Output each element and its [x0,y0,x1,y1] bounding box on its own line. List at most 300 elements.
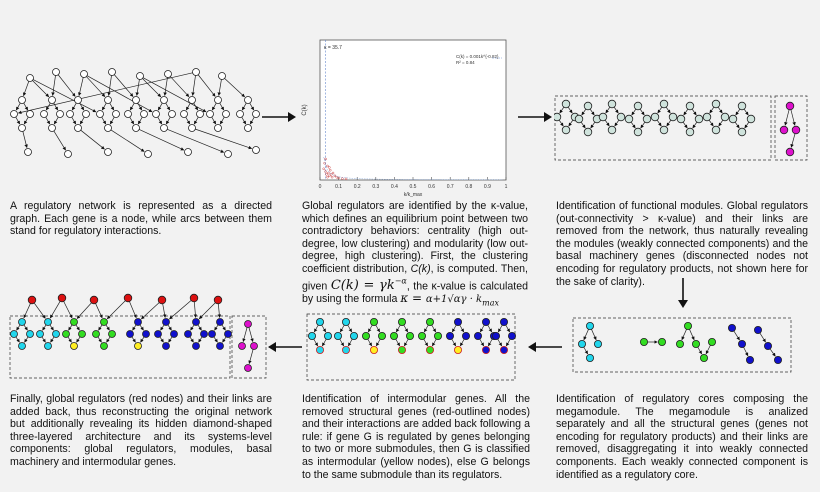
gene-node [362,332,369,339]
edge [632,109,636,115]
edge [506,339,510,346]
edge [80,103,84,110]
gene-node [19,97,26,104]
edge [24,103,28,110]
gene-node [378,332,385,339]
edge [658,107,662,113]
gene-node [135,319,142,326]
caption-text: , is computed. Then, given [302,262,528,292]
edge [163,303,166,317]
edge [582,109,586,115]
gene-node [634,128,642,136]
edge [72,117,76,124]
gene-node [163,343,170,350]
gene-node [19,343,26,350]
gene-node [207,111,214,118]
gene-node [253,111,260,118]
kappa-label: κ = 35.7 [324,45,342,51]
gene-node [586,354,593,361]
gene-node [90,296,98,304]
edge [16,103,20,110]
edge [615,120,619,126]
gene-node [75,125,82,132]
edge [242,117,246,124]
gene-node [25,149,32,156]
gene-node [190,294,198,302]
gene-node [692,340,699,347]
edge [584,347,588,354]
gene-node [578,340,585,347]
gene-node [165,71,172,78]
edge [46,117,50,124]
edge [195,129,251,148]
edge [219,79,222,95]
edge [744,347,748,356]
gene-node [225,331,232,338]
edge [81,130,105,149]
gene-node [49,125,56,132]
edge [657,120,661,126]
edge [102,103,106,110]
x-tick-label: 0.4 [390,184,398,190]
edge [222,337,226,342]
edge [605,120,609,126]
edge [158,117,162,124]
edge [132,325,136,330]
gene-node [133,97,140,104]
gene-node [71,343,78,350]
edge [225,78,245,97]
edge [735,122,739,128]
gene-node [145,151,152,158]
edge [314,339,318,346]
edge [138,103,142,110]
edge [569,120,573,126]
edge [42,337,46,342]
gene-node [53,331,60,338]
gene-node [500,318,507,325]
gene-node [109,69,116,76]
edge [214,325,218,330]
edge [220,117,224,124]
edge [368,339,372,346]
x-tick-label: 0.5 [409,184,417,190]
edge [72,103,76,110]
edge [50,325,54,330]
edge [142,78,160,96]
edge [132,337,136,342]
gene-node [197,111,204,118]
x-tick-label: 0.7 [446,184,454,190]
gene-node [350,332,357,339]
gene-node [584,128,592,136]
caption-regulatory-cores: Identification of regulatory cores composing the megamodule. The megamodule is analized separately and all the structural genes (genes not encoding for regulatory products) and their links are removed, disaggregating it into weakly connected components. Each weakly connected component is identified as a regulatory core. [556,393,808,481]
gene-node [153,111,160,118]
gene-node [586,322,593,329]
edge [168,337,172,342]
edge [640,109,644,115]
edge [138,117,142,124]
edge [606,107,610,113]
edge [693,122,697,128]
gene-node [669,113,677,121]
edge [744,109,748,115]
gene-node [181,111,188,118]
functional-modules-diagram [554,94,810,164]
x-tick-label: 0.6 [428,184,436,190]
edge [249,327,253,341]
gene-node [19,319,26,326]
edge [614,107,618,113]
caption-text: , the κ-value is calculated by using the formula [302,279,528,306]
plot-area [320,40,506,180]
gene-node [105,125,112,132]
edge [106,337,110,342]
edge [68,337,72,342]
gene-node [27,111,34,118]
gene-node [193,343,200,350]
edge [734,331,740,340]
gene-node [454,346,461,353]
fit-label: C(k) = 0.001k^{-0.82} [456,54,499,59]
gene-node [492,332,499,339]
gene-node [712,126,720,134]
clustering-coefficient-plot [296,30,518,198]
arrow-right-1 [262,110,296,124]
x-tick-label: 0.3 [372,184,380,190]
edge [186,117,190,124]
gene-node [316,346,323,353]
edge [110,117,114,124]
edge [322,339,326,346]
edge [488,339,492,346]
gene-node [324,332,331,339]
formula-power-law: $C(k) = \gamma k^{-\alpha}$ [330,276,407,293]
gene-node [738,102,746,110]
edge [167,129,224,152]
edge [198,75,215,97]
gene-node [640,338,647,345]
gene-node [426,318,433,325]
edge [24,325,28,330]
edge [250,103,254,110]
edge [32,80,48,96]
gene-node [158,296,166,304]
edge [24,337,28,342]
gene-node [49,97,56,104]
x-tick-label: 0.9 [483,184,491,190]
edge [641,122,645,128]
gene-node [643,115,651,123]
gene-node [398,346,405,353]
caption-regulatory-network: A regulatory network is represented as a directed graph. Each gene is a node, while arcs between them stand for regulatory interactions. [10,200,272,238]
edge [666,107,670,113]
intermodular-genes-diagram [306,312,518,384]
gene-node [562,100,570,108]
gene-node [721,113,729,121]
edge [249,349,253,363]
gene-node [169,111,176,118]
gene-node [462,332,469,339]
edge [770,349,775,356]
gene-node [474,332,481,339]
edge [166,103,170,110]
edge [581,122,585,128]
gene-node [500,346,507,353]
caption-text: Global regulators are identified by the κ-value, which defines an equilibrium point between two contradictory behaviors: centrality (high out-degree, low clustering) and modularity (low out-degree, high clustering). First, the clustering coefficient distribution, [302,200,528,275]
gene-node [155,331,162,338]
gene-node [45,319,52,326]
y-axis-label: C(k) [302,104,308,116]
edge [498,325,502,332]
gene-node [686,128,694,136]
gene-node [135,343,142,350]
edge [16,337,20,342]
gene-node [418,332,425,339]
x-tick-label: 0.8 [465,184,473,190]
edge [58,75,75,97]
edge [168,325,172,330]
gene-node [225,151,232,158]
gene-node [764,342,771,349]
edge [76,325,80,330]
gene-node [342,346,349,353]
edge [64,301,72,318]
edge [322,325,326,332]
gene-node [308,332,315,339]
gene-node [634,102,642,110]
edge [160,337,164,342]
x-tick-label: 0 [318,184,322,190]
edge [692,109,696,115]
edge [584,329,589,340]
original-network-diagram [8,60,270,170]
edge [396,325,400,332]
gene-node [508,332,515,339]
gene-node [334,332,341,339]
gene-node [105,97,112,104]
edge [102,117,106,124]
edge [68,325,72,330]
edge [98,325,102,330]
edge [16,117,20,124]
gene-node [786,148,794,156]
edge [689,329,694,340]
gene-node [245,125,252,132]
gene-node [446,332,453,339]
arrow-left-1 [268,340,302,354]
gene-node [390,332,397,339]
r2-label: R² = 0.84 [456,60,475,65]
edge [404,339,408,346]
gene-node [63,331,70,338]
gene-node [125,111,132,118]
gene-node [217,343,224,350]
edge [141,302,159,319]
gene-node [370,318,377,325]
gene-node [101,319,108,326]
gene-node [19,125,26,132]
gene-node [215,97,222,104]
gene-node [584,102,592,110]
gene-node [700,354,707,361]
gene-node [482,318,489,325]
caption-final-network: Finally, global regulators (red nodes) and their links are added back, thus reconstructing the original network but additionally revealing its hidden diamond-shaped three-layered architecture and its systems-level components: global regulators, modules, basal machinery and intermodular genes. [10,393,272,468]
gene-node [124,294,132,302]
gene-node [219,73,226,80]
caption-intermodular-genes: Identification of intermodular genes. All the removed structural genes (red-outlined nodes) and their interactions are added back following a rule: if gene G is regulated by genes belonging to two or more submodules, then G is classified as intermodular (yellow nodes), else G belongs to the same submodule than its regulators. [302,393,530,481]
edge [480,325,484,332]
gene-node [695,115,703,123]
ck-term: C(k) [410,262,431,275]
gene-node [625,115,633,123]
gene-node [651,113,659,121]
edge [194,103,198,110]
gene-node [189,97,196,104]
gene-node [434,332,441,339]
gene-node [729,115,737,123]
gene-node [562,126,570,134]
edge [110,103,114,110]
edge [24,81,29,95]
gene-node [127,331,134,338]
gene-node [27,331,34,338]
gene-node [482,346,489,353]
x-axis-label: k/k_max [403,192,423,198]
arrow-right-2 [518,110,552,124]
edge [376,339,380,346]
gene-node [161,125,168,132]
edge [348,339,352,346]
edge [199,302,215,318]
gene-node [426,346,433,353]
gene-node [83,111,90,118]
edge [77,303,92,319]
edge [79,77,83,95]
edge [340,339,344,346]
edge [424,325,428,332]
gene-node [686,102,694,110]
edge [190,337,194,342]
caption-functional-modules: Identification of functional modules. Global regulators (out-connectivity > κ-value) and their links are removed from the network, thus naturally revealing the modules (weakly connected components) and the basal machinery genes (disconnected nodes not encoding for regulatory products, not shown here for the sake of clarity). [556,200,808,288]
gene-node [71,319,78,326]
edge [218,303,219,317]
edge [243,327,247,341]
edge [667,120,671,126]
edge [242,103,246,110]
gene-node [101,343,108,350]
edge [760,333,766,342]
gene-node [245,321,252,328]
edge [506,325,510,332]
gene-node [594,340,601,347]
edge [76,337,80,342]
edge [498,339,502,346]
gene-node [658,338,665,345]
edge [106,325,110,330]
gene-node [201,331,208,338]
gene-node [189,125,196,132]
gene-node [239,343,246,350]
gene-node [171,331,178,338]
gene-node [780,126,788,134]
edge [220,103,224,110]
gene-node [79,331,86,338]
gene-node [370,346,377,353]
gene-node [214,296,222,304]
edge [140,325,144,330]
edge [222,325,226,330]
gene-node [660,126,668,134]
edge [791,134,795,148]
edge [736,109,740,115]
edge [16,325,20,330]
edge [590,109,594,115]
edge [718,107,722,113]
edge [452,325,456,332]
gene-node [65,151,72,158]
edge [190,325,194,330]
edge [709,120,713,126]
formula-kappa: $\kappa = \alpha+1√\alpha\gamma \cdot k_{max}$ [400,291,499,308]
edge [23,131,27,147]
edge [143,78,206,112]
edge [158,103,162,110]
edge [348,325,352,332]
edge [139,129,184,150]
edge [488,325,492,332]
gene-node [37,331,44,338]
edge [559,120,563,126]
gene-node [75,97,82,104]
edge [194,301,195,317]
edge [53,75,56,95]
edge [186,103,190,110]
x-tick-label: 0.2 [353,184,361,190]
edge [404,325,408,332]
gene-node [738,340,745,347]
edge [130,103,134,110]
gene-node [684,322,691,329]
gene-node [113,111,120,118]
gene-node [57,111,64,118]
edge [460,339,464,346]
edge [591,122,595,128]
gene-node [67,111,74,118]
edge [432,325,436,332]
edge [24,117,28,124]
gene-node [746,356,753,363]
gene-node [185,331,192,338]
edge [568,107,572,113]
edge [396,339,400,346]
gene-node [676,340,683,347]
edge [214,337,218,342]
gene-node [599,113,607,121]
edge [452,339,456,346]
gene-node [774,356,781,363]
edge [698,347,702,354]
gene-node [27,75,34,82]
edge [682,329,687,340]
gene-node [708,338,715,345]
gene-node [11,111,18,118]
gene-node [45,343,52,350]
gene-node [223,111,230,118]
gene-node [105,149,112,156]
gene-node [53,69,60,76]
edge [212,103,216,110]
